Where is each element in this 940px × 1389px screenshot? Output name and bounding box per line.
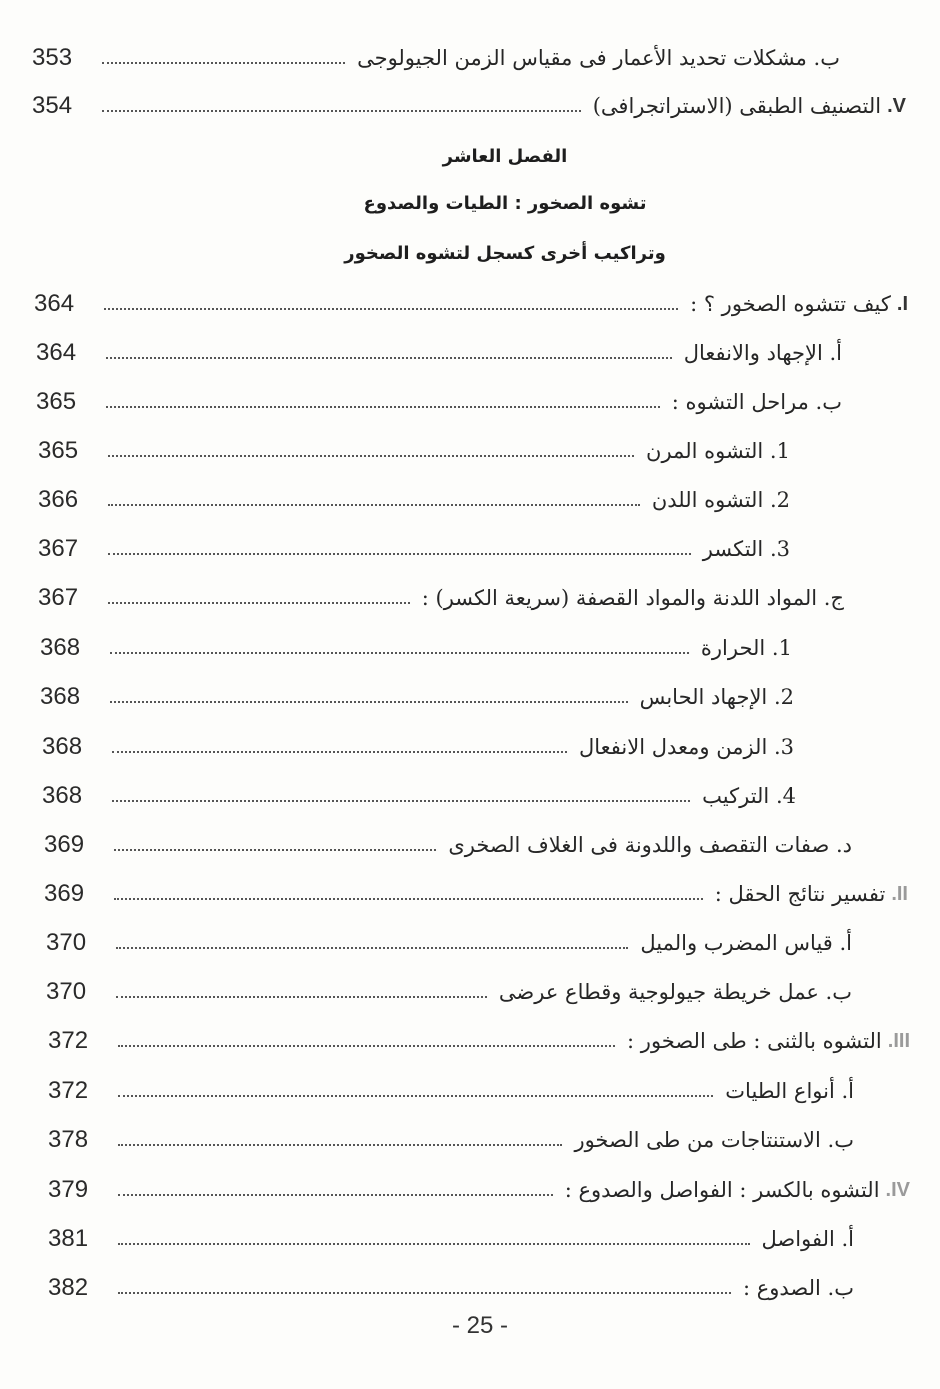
toc-page-number: 372: [48, 1027, 89, 1054]
toc-entry-text: 1. التشوه المرن: [646, 439, 790, 463]
toc-page-number: 372: [48, 1077, 89, 1104]
toc-entry: [40, 677, 794, 717]
toc-entry-text: ب. الصدوع :: [742, 1276, 854, 1300]
dot-leader: [116, 996, 487, 998]
toc-entry: [48, 1268, 854, 1308]
toc-entry: [36, 382, 842, 422]
dot-leader: [108, 504, 640, 506]
toc-page-number: 367: [38, 535, 79, 562]
dot-leader: [112, 751, 567, 753]
page-footer-number: - 25 -: [451, 1312, 508, 1339]
toc-entry-text: أ. قياس المضرب والميل: [640, 931, 852, 955]
dot-leader: [102, 62, 345, 64]
dot-leader: [108, 455, 634, 457]
dot-leader: [102, 110, 581, 112]
toc-entry-text: 2. الإجهاد الحابس: [639, 685, 794, 709]
toc-entry-text: تفسير نتائج الحقل :: [714, 882, 886, 906]
toc-entry-text: ج. المواد اللدنة والمواد القصفة (سريعة الكسر) :: [421, 586, 844, 610]
toc-page-number: 369: [44, 831, 85, 858]
chapter-subtitle: تشوه الصخور : الطيات والصدوع: [363, 193, 647, 214]
toc-page-number: 365: [38, 437, 79, 464]
toc-page-number: 365: [36, 388, 77, 415]
toc-entry: [40, 628, 792, 668]
section-marker: III.: [887, 1029, 910, 1052]
toc-page-number: 367: [38, 584, 79, 611]
toc-entry: [38, 529, 790, 569]
toc-entry-text: 1. الحرارة: [700, 636, 792, 660]
toc-entry: [32, 38, 840, 78]
toc-page-number: 382: [48, 1274, 89, 1301]
toc-entry: [48, 1021, 910, 1061]
dot-leader: [108, 553, 691, 555]
dot-leader: [108, 602, 410, 604]
toc-entry: [48, 1170, 910, 1210]
toc-page-number: 368: [40, 683, 81, 710]
toc-page-number: 368: [40, 634, 81, 661]
dot-leader: [114, 849, 436, 851]
dot-leader: [118, 1095, 713, 1097]
dot-leader: [118, 1243, 750, 1245]
dot-leader: [114, 898, 703, 900]
toc-page-number: 368: [42, 733, 83, 760]
toc-entry: [38, 578, 844, 618]
toc-entry-text: 3. الزمن ومعدل الانفعال: [579, 735, 794, 759]
toc-page-number: 370: [46, 929, 87, 956]
section-marker: II.: [891, 882, 908, 905]
dot-leader: [106, 357, 672, 359]
toc-entry-text: التصنيف الطبقى (الاستراتجرافى): [592, 94, 882, 118]
toc-entry-text: أ. الفواصل: [761, 1227, 854, 1251]
toc-page-number: 370: [46, 978, 87, 1005]
dot-leader: [118, 1144, 562, 1146]
dot-leader: [110, 701, 628, 703]
toc-entry: [44, 874, 908, 914]
toc-entry: [34, 284, 908, 324]
toc-entry: [46, 972, 852, 1012]
toc-entry-text: أ. أنواع الطيات: [725, 1079, 854, 1103]
dot-leader: [104, 308, 678, 310]
toc-page-number: 369: [44, 880, 85, 907]
toc-page-number: 381: [48, 1225, 89, 1252]
dot-leader: [110, 652, 689, 654]
dot-leader: [106, 406, 660, 408]
toc-entry: [36, 333, 842, 373]
toc-entry-text: أ. الإجهاد والانفعال: [683, 341, 842, 365]
toc-page-number: 364: [34, 290, 75, 317]
dot-leader: [118, 1292, 731, 1294]
dot-leader: [118, 1194, 553, 1196]
toc-entry: [42, 776, 796, 816]
toc-entry-text: التشوه بالكسر : الفواصل والصدوع :: [564, 1178, 880, 1202]
dot-leader: [116, 947, 628, 949]
section-marker: V.: [887, 94, 906, 117]
toc-entry-text: كيف تتشوه الصخور ؟ :: [690, 292, 891, 316]
toc-page-number: 368: [42, 782, 83, 809]
chapter-title: الفصل العاشر: [442, 146, 568, 167]
toc-entry: [44, 825, 852, 865]
toc-entry-text: ب. مراحل التشوه :: [671, 390, 842, 414]
toc-entry: [38, 480, 790, 520]
toc-entry: [48, 1120, 854, 1160]
dot-leader: [118, 1045, 615, 1047]
toc-page-number: 354: [32, 92, 73, 119]
toc-entry-text: ب. الاستنتاجات من طى الصخور: [574, 1128, 854, 1152]
toc-entry: [32, 86, 906, 126]
toc-page-number: 353: [32, 44, 73, 71]
toc-entry-text: د. صفات التقصف واللدونة فى الغلاف الصخرى: [448, 833, 852, 857]
toc-entry: [38, 431, 790, 471]
section-marker: IV.: [885, 1178, 910, 1201]
section-marker: I.: [896, 292, 908, 315]
toc-entry: [48, 1219, 854, 1259]
dot-leader: [112, 800, 690, 802]
toc-page-number: 366: [38, 486, 79, 513]
toc-page-number: 364: [36, 339, 77, 366]
toc-entry-text: 4. التركيب: [702, 784, 796, 808]
toc-entry: [48, 1071, 854, 1111]
toc-entry-text: 2. التشوه اللدن: [651, 488, 790, 512]
toc-page-number: 379: [48, 1176, 89, 1203]
toc-entry: [46, 923, 852, 963]
toc-entry-text: ب. مشكلات تحديد الأعمار فى مقياس الزمن الجيولوجى: [357, 46, 840, 70]
chapter-subtitle: وتراكيب أخرى كسجل لتشوه الصخور: [344, 243, 666, 264]
toc-entry-text: التشوه بالثنى : طى الصخور :: [627, 1029, 882, 1053]
toc-entry: [42, 727, 794, 767]
toc-page-number: 378: [48, 1126, 89, 1153]
toc-entry-text: ب. عمل خريطة جيولوجية وقطاع عرضى: [498, 980, 852, 1004]
toc-entry-text: 3. التكسر: [702, 537, 790, 561]
